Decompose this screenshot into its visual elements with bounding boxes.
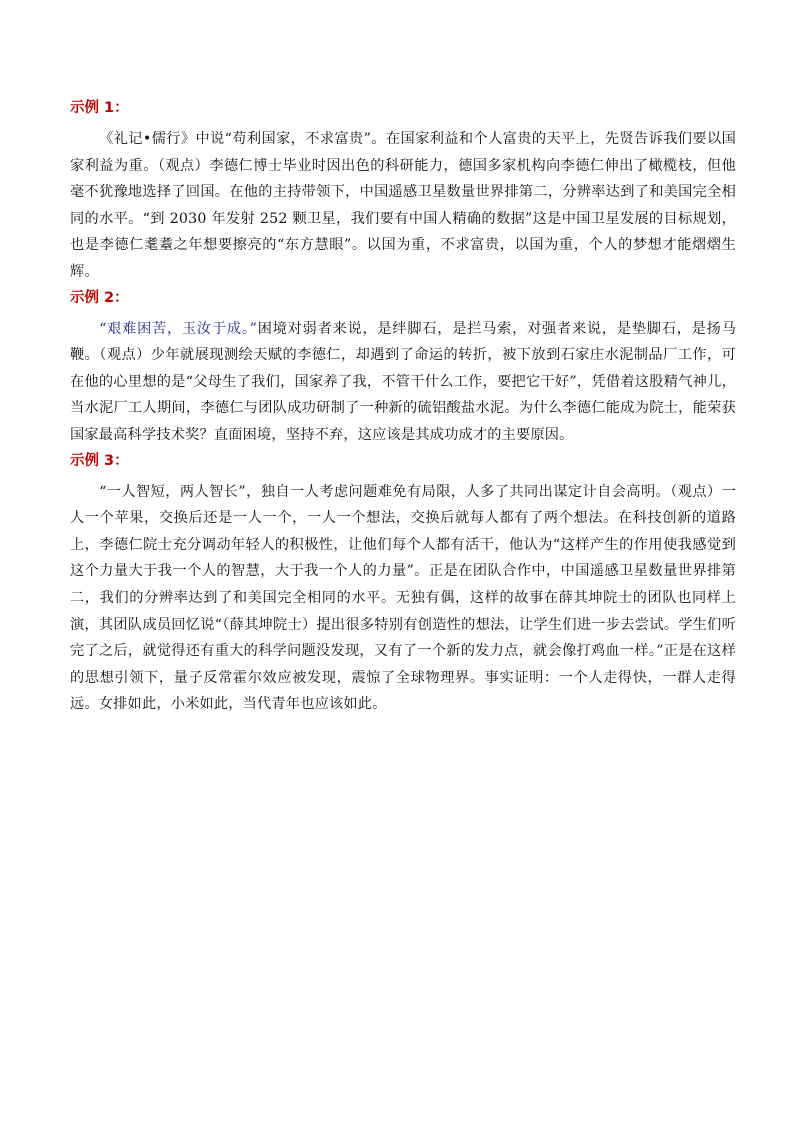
- body-text: 。在国家利益和个人富贵的天平上，先贤告诉我们要以国家利益为重。（观点）李德仁博士毕业时因出色的科研能力，德国多家机构向李德仁伸出了橄榄枝，但他毫不犹豫地选择了回国。在他的主持带领下，中国遥感卫星数量世界排第二，分辨率达到了和美国完全相同的水平。“到 2030 年发射 252 颗卫星，我们要有中国人精确的数据”这是中国卫星发展的目标规划，也是李德仁耄耋之年想要擦亮的“东方慧眼”。以国为重，不求富贵，以国为重，个人的梦想才能熠熠生辉。: [70, 131, 736, 280]
- quote-text: “一人智短，两人智长”: [99, 483, 246, 500]
- example-heading: 示例 2：: [70, 289, 129, 306]
- quote-text: “艰难困苦，玉汝于成。”: [99, 320, 258, 337]
- body-text: ，独自一人考虑问题难免有局限，人多了共同出谋定计自会高明。（观点）一人一个苹果，交换后还是一人一个，一人一个想法，交换后就每人都有了两个想法。在科技创新的道路上，李德仁院士充分调动年轻人的积极性，让他们每个人都有活干，他认为“这样产生的作用使我感觉到这个力量大于我一个人的智慧，大于我一个人的力量”。正是在团队合作中，中国遥感卫星数量世界排第二，我们的分辨率达到了和美国完全相同的水平。无独有偶，这样的故事在薛其坤院士的团队也同样上演，其团队成员回忆说“（薛其坤院士）提出很多特别有创造性的想法，让学生们进一步去尝试。学生们听完了之后，就觉得还有重大的科学问题没发现，又有了一个新的发力点，就会像打鸡血一样。”正是在这样的思想引领下，量子反常霍尔效应被发现，震惊了全球物理界。事实证明：一个人走得快，一群人走得远。女排如此，小米如此，当代青年也应该如此。: [70, 483, 736, 713]
- quote-text: 《礼记•儒行》中说“苟利国家，不求富贵”: [99, 131, 372, 147]
- example-heading: 示例 1：: [70, 100, 129, 116]
- document-page: [70, 96, 736, 718]
- example-paragraph: [70, 126, 736, 286]
- example-2: [70, 286, 736, 449]
- body-text: 困境对弱者来说，是绊脚石，是拦马索，对强者来说，是垫脚石，是扬马鞭。（观点）少年就展现测绘天赋的李德仁，却遇到了命运的转折，被下放到石家庄水泥制品厂工作，可在他的心里想的是“父母生了我们，国家养了我，不管干什么工作，要把它干好”，凭借着这股精气神儿，当水泥厂工人期间，李德仁与团队成功研制了一种新的硫铝酸盐水泥。为什么李德仁能成为院士，能荣获国家最高科学技术奖？直面困境，坚持不弃，这应该是其成功成才的主要原因。: [70, 320, 736, 443]
- example-3: [70, 449, 736, 718]
- example-paragraph: [70, 316, 736, 449]
- example-heading: 示例 3：: [70, 452, 129, 469]
- example-paragraph: [70, 479, 736, 718]
- example-1: [70, 96, 736, 286]
